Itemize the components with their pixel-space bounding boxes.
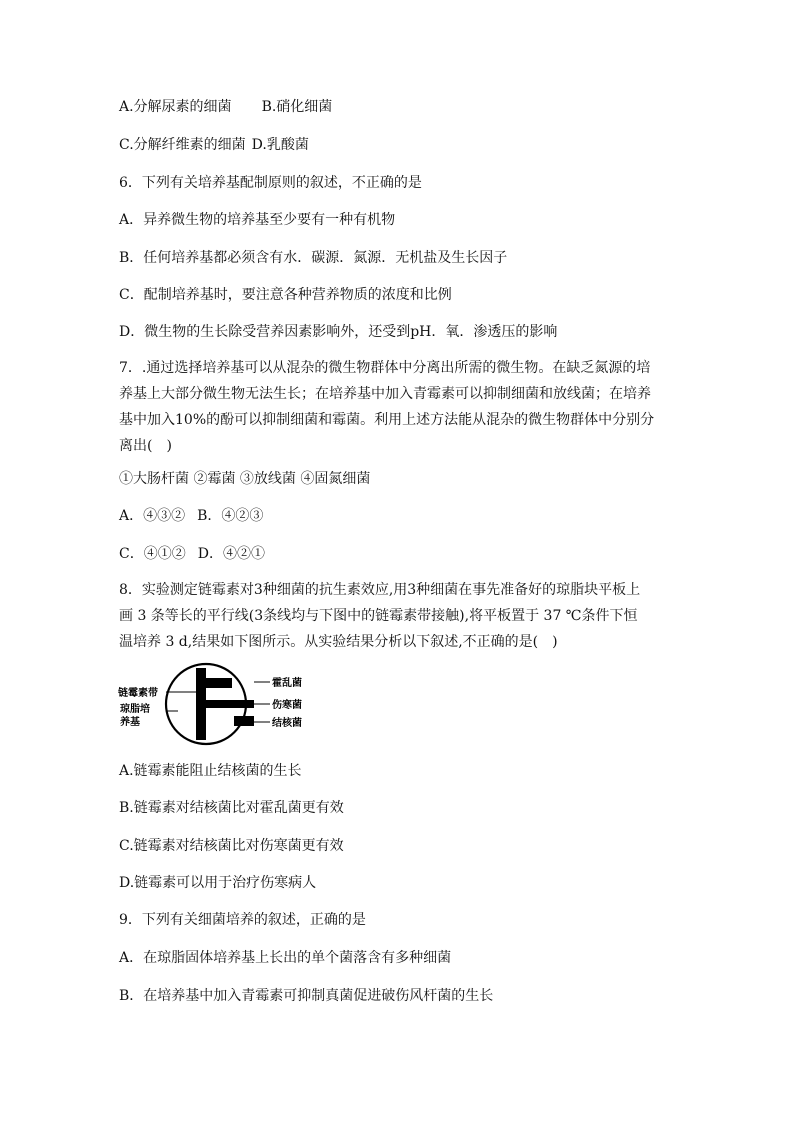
q8-stem-line-2: 画 3 条等长的平行线(3条线均与下图中的链霉素带接触),将平板置于 37 ℃条件下恒: [119, 608, 638, 624]
q6-option-c: C．配制培养基时，要注意各种营养物质的浓度和比例: [119, 287, 452, 303]
q7-options-row-2: [119, 544, 265, 564]
q7-stem-line-2: 养基上大部分微生物无法生长；在培养基中加入青霉素可以抑制细菌和放线菌；在培养: [119, 386, 651, 402]
q7-stem-line-1: 7．.通过选择培养基可以从混杂的微生物群体中分离出所需的微生物。在缺乏氮源的培: [119, 360, 651, 376]
q8-option-b: B.链霉素对结核菌比对霍乱菌更有效: [119, 800, 344, 816]
cholera-streak: [206, 678, 232, 688]
q8-option-d: D.链霉素可以用于治疗伤寒病人: [119, 875, 317, 891]
q8-option-c: C.链霉素对结核菌比对伤寒菌更有效: [119, 838, 344, 854]
q7-stem-line-4: 离出( ): [119, 438, 172, 454]
q8-option-a: A.链霉素能阻止结核菌的生长: [119, 763, 302, 779]
q5-option-b: B.硝化细菌: [261, 99, 333, 115]
label-tb: 结核菌: [272, 718, 302, 729]
q9-option-b: B．在培养基中加入青霉素可抑制真菌促进破伤风杆菌的生长: [119, 988, 494, 1004]
q7-option-d: D．④②①: [197, 546, 265, 562]
label-typhoid: 伤寒菌: [272, 700, 302, 711]
streptomycin-strip: [196, 668, 206, 740]
q6-stem: 6．下列有关培养基配制原则的叙述，不正确的是: [119, 175, 422, 191]
q8-stem-line-1: 8．实验测定链霉素对3种细菌的抗生素效应,用3种细菌在事先准备好的琼脂块平板上: [119, 582, 641, 598]
figure-drawing: [118, 662, 318, 746]
streptomycin-experiment-figure: [118, 662, 318, 746]
q6-option-d: D．微生物的生长除受营养因素影响外，还受到pH．氧．渗透压的影响: [119, 324, 558, 340]
q5-options-row-1: [119, 97, 332, 117]
q7-option-c: C．④①②: [119, 546, 186, 562]
q5-option-a: A.分解尿素的细菌: [119, 99, 232, 115]
q8-stem: [119, 577, 679, 655]
q7-option-a: A．④③②: [119, 508, 186, 524]
q5-option-c: C.分解纤维素的细菌: [119, 137, 246, 153]
q5-options-row-2: [119, 135, 309, 155]
q7-options-row-1: [119, 506, 263, 526]
q7-stem-line-3: 基中加入10%的酚可以抑制细菌和霉菌。利用上述方法能从混杂的微生物群体中分别分: [119, 412, 655, 428]
q7-items: ①大肠杆菌 ②霉菌 ③放线菌 ④固氮细菌: [119, 471, 371, 487]
label-agar-line-2: 养基: [120, 717, 140, 728]
q5-option-d: D.乳酸菌: [251, 137, 309, 153]
label-agar-line-1: 琼脂培: [120, 704, 150, 715]
typhoid-streak: [206, 700, 254, 708]
q9-stem: 9．下列有关细菌培养的叙述，正确的是: [119, 912, 366, 928]
q7-option-b: B．④②③: [197, 508, 264, 524]
q6-option-a: A．异养微生物的培养基至少要有一种有机物: [119, 212, 396, 228]
label-cholera: 霍乱菌: [272, 678, 302, 689]
q9-option-a: A．在琼脂固体培养基上长出的单个菌落含有多种细菌: [119, 950, 452, 966]
q7-stem: [119, 355, 679, 459]
q6-option-b: B．任何培养基都必须含有水．碳源．氮源．无机盐及生长因子: [119, 250, 508, 266]
q8-stem-line-3: 温培养 3 d,结果如下图所示。从实验结果分析以下叙述,不正确的是( ): [119, 634, 558, 650]
tb-streak: [234, 716, 254, 726]
label-streptomycin-strip: 链霉素带: [118, 688, 158, 699]
